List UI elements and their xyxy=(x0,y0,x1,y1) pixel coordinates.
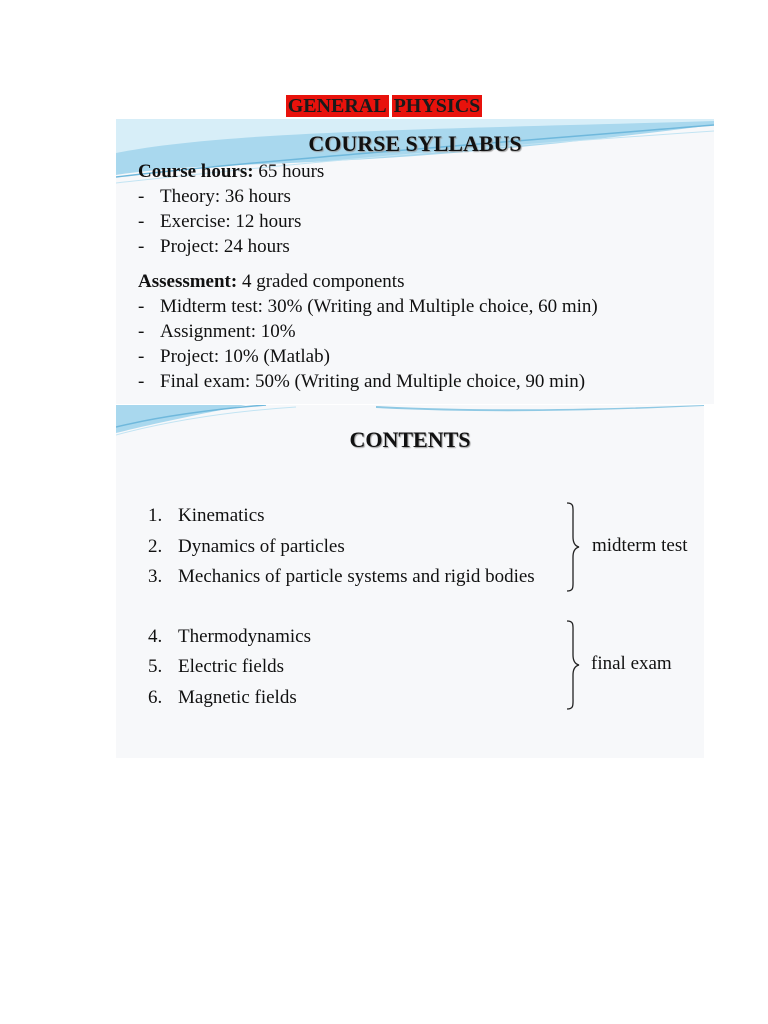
course-hours-line xyxy=(138,160,324,184)
list-item: - Midterm test: 30% (Writing and Multiple choice, 60 min) xyxy=(138,296,598,317)
list-item: - Final exam: 50% (Writing and Multiple choice, 90 min) xyxy=(138,371,586,392)
final-group-label: final exam xyxy=(591,653,672,674)
midterm-group-label: midterm test xyxy=(592,535,688,556)
assessment-label: Assessment: xyxy=(138,271,238,292)
list-item: 6. Magnetic fields xyxy=(148,687,297,708)
syllabus-heading: COURSE SYLLABUS xyxy=(308,131,522,156)
course-hours-label: Course hours: xyxy=(138,161,254,182)
contents-heading: CONTENTS xyxy=(349,427,471,452)
list-item: - Project: 24 hours xyxy=(138,236,290,257)
brace-icon xyxy=(565,501,585,593)
course-hours-value: 65 hours xyxy=(258,161,325,182)
document-title xyxy=(0,93,768,119)
assessment-line xyxy=(138,270,404,294)
list-item: 1. Kinematics xyxy=(148,505,265,526)
brace-icon xyxy=(565,619,585,711)
list-item: 3. Mechanics of particle systems and rigid bodies xyxy=(148,566,535,587)
list-item: 2. Dynamics of particles xyxy=(148,536,345,557)
list-item: 5. Electric fields xyxy=(148,656,285,677)
contents-slide xyxy=(116,405,704,758)
title-word-general: GENERAL xyxy=(287,95,387,117)
list-item: - Project: 10% (Matlab) xyxy=(138,346,330,367)
assessment-value: 4 graded components xyxy=(241,271,405,292)
list-item: 4. Thermodynamics xyxy=(148,626,311,647)
list-item: - Assignment: 10% xyxy=(138,321,296,342)
syllabus-slide xyxy=(116,119,714,404)
list-item: - Theory: 36 hours xyxy=(138,186,291,207)
list-item: - Exercise: 12 hours xyxy=(138,211,302,232)
title-word-physics: PHYSICS xyxy=(393,95,481,117)
